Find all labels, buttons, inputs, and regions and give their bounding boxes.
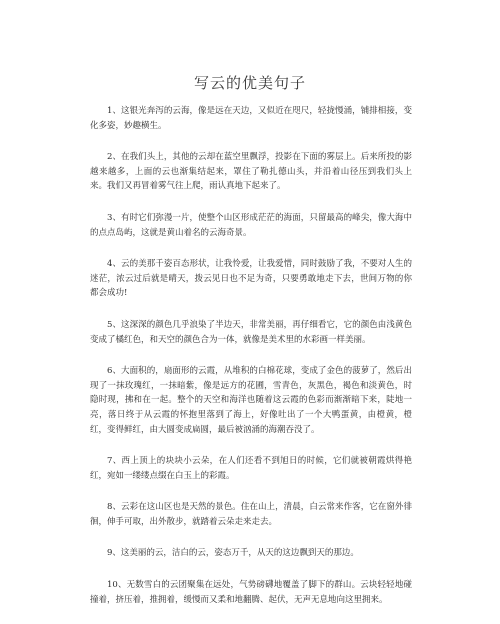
paragraph: 2、在我们头上，其他的云却在蓝空里飘浮，投影在下面的雾层上。后来所投的影越来越多，上面的云也渐集结起来，罩住了勒扎德山头，并沿着山径压到我们头上来。我们又再冒着雾气往上爬，雨认真地下起来了。 bbox=[90, 152, 412, 192]
paragraph: 5、这深深的颜色几乎浪染了半边天，非常美丽，再仔细看它，它的颜色由浅黄色变成了橘红色，和天空的颜色合为一体，就像是美术里的水彩画一样美丽。 bbox=[90, 319, 412, 345]
paragraph: 3、有时它们弥漫一片，使整个山区形成茫茫的海面，只留最高的峰尖，像大海中的点点岛屿，这就是黄山着名的云海奇景。 bbox=[90, 212, 412, 238]
paragraph: 7、西上顶上的块块小云朵，在人们还看不到旭日的时候，它们就被朝霞烘得艳红，宛如一缕缕点缀在白玉上的彩霞。 bbox=[90, 456, 412, 481]
paragraph: 6、大面积的，扇面形的云霞，从堆积的白棉花球，变成了金色的菠萝了，然后出现了一抹玫瑰红，一抹暗紫，像是远方的花圃，雪青色，灰黑色，褐色和淡黄色，时隐时现，拂和在一起。整个的天空和海洋也随着这云霞的色彩而渐渐暗下来，陡地一亮，落日终于从云霞的怀抱里落到了海上，好像吐出了一个大鸭蛋黄，由橙黄，橙红，变得鲜红，由大圆变成扁圆，最后被汹涌的海潮吞没了。 bbox=[90, 366, 412, 435]
paragraph: 9、这美丽的云，洁白的云，姿态万千，从天的这边飘到天的那边。 bbox=[107, 548, 359, 559]
paragraph: 4、云的美那千姿百态形状，让我怜爱，让我爱惜，同时鼓励了我，不要对人生的迷茫，浓云过后就是晴天，拨云见日也不足为奇，只要勇敢地走下去，世间万物的你都会成功! bbox=[90, 259, 412, 299]
page-title: 写云的优美句子 bbox=[193, 74, 306, 92]
article-body bbox=[90, 104, 412, 624]
paragraph: 1、这银光奔泻的云海，像是远在天边，又似近在咫尺，轻拢慢涌，铺排相接，变化多姿，妙趣横生。 bbox=[90, 106, 412, 131]
paragraph: 8、云彩在这山区也是天然的景色。住在山上，清晨，白云常来作客，它在窗外徘徊，伸手可取，出外散步，就踏着云朵走来走去。 bbox=[90, 502, 412, 527]
paragraph: 10、无数雪白的云团聚集在远处，气势磅礴地覆盖了脚下的群山。云块轻轻地碰撞着，挤压着，推拥着，缓慢而又柔和地翻腾、起伏，无声无息地向这里拥来。 bbox=[90, 580, 412, 605]
